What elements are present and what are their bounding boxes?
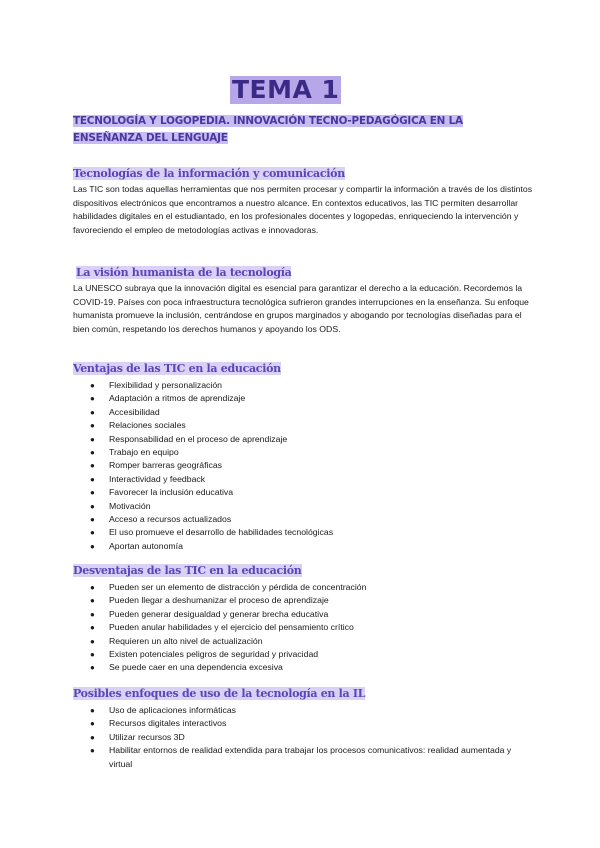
bullet-icon: ● (90, 407, 95, 417)
list-item (73, 661, 533, 674)
subtitle-text: TECNOLOGÍA Y LOGOPEDIA. INNOVACIÓN TECNO-PEDAGÓGICA EN LA ENSEÑANZA DEL LENGUAJE (73, 115, 463, 144)
list-item-text: Aportan autonomía (109, 540, 183, 551)
list-item-text: Requieren un alto nivel de actualización (109, 635, 263, 646)
section-paragraph: Las TIC son todas aquellas herramientas que nos permiten procesar y compartir la información a través de los distintos dispositivos electrónicos que encontramos a nuestro alcance. En contextos educativos, las TIC permiten desarrollar habilidades digitales en el estudiantado, en los profesionales docentes y logopedas, enriqueciendo la intervención y favoreciendo el empleo de metodologías activas e innovadoras. (73, 184, 533, 235)
bullet-list-enfoques (73, 704, 533, 771)
list-item-text: Relaciones sociales (109, 420, 186, 431)
bullet-icon: ● (90, 501, 95, 511)
list-item (73, 473, 533, 486)
list-item-text: Favorecer la inclusión educativa (109, 487, 234, 498)
list-item (73, 594, 533, 607)
list-item (73, 446, 533, 459)
bullet-icon: ● (90, 663, 95, 673)
section-paragraph: La UNESCO subraya que la innovación digital es esencial para garantizar el derecho a la educación. Recordemos la COVID-19. Países con poca infraestructura tecnológica sufrieron grandes interrupciones en la enseñanza. Su enfoque humanista promueve la inclusión, centrándose en grupos marginados y abogando por tecnologías diseñadas para el bien común, respetando los derechos humanos y apoyando los ODS. (73, 283, 529, 334)
list-item-text: Existen potenciales peligros de seguridad y privacidad (109, 649, 319, 660)
bullet-icon: ● (90, 732, 95, 742)
list-item-text: Flexibilidad y personalización (109, 380, 222, 390)
heading-text: Posibles enfoques de uso de la tecnología en la IL (73, 687, 366, 700)
section-heading (73, 686, 533, 702)
list-item (73, 635, 533, 648)
list-item-text: Acceso a recursos actualizados (109, 514, 232, 525)
bullet-icon: ● (90, 623, 95, 633)
bullet-icon: ● (90, 434, 95, 444)
section-heading (76, 265, 536, 281)
section-desventajas (73, 563, 533, 675)
bullet-icon: ● (90, 636, 95, 646)
section-humanista-body (73, 281, 533, 336)
bullet-icon: ● (90, 515, 95, 525)
bullet-icon: ● (90, 596, 95, 606)
bullet-icon: ● (90, 650, 95, 660)
section-heading (73, 166, 533, 182)
list-item-text: Pueden anular habilidades y el ejercicio del pensamiento crítico (109, 622, 354, 633)
list-item-text: Pueden ser un elemento de distracción y pérdida de concentración (109, 582, 367, 592)
bullet-icon: ● (90, 474, 95, 484)
list-item-text: Recursos digitales interactivos (109, 718, 227, 729)
list-item-text: Accesibilidad (109, 406, 160, 417)
bullet-icon: ● (90, 609, 95, 619)
bullet-icon: ● (90, 381, 95, 390)
list-item (73, 379, 533, 392)
heading-text: Ventajas de las TIC en la educación (73, 362, 281, 375)
page-title: TEMA 1 (232, 75, 340, 104)
list-item (73, 406, 533, 419)
list-item (73, 419, 533, 432)
list-item (73, 608, 533, 621)
list-item (73, 500, 533, 513)
bullet-list-desventajas (73, 581, 533, 675)
section-ventajas (73, 361, 533, 553)
list-item (73, 648, 533, 661)
heading-text: La visión humanista de la tecnología (76, 266, 292, 279)
list-item (73, 581, 533, 594)
bullet-icon: ● (90, 528, 95, 538)
list-item-text: Adaptación a ritmos de aprendizaje (109, 393, 246, 404)
section-tic (73, 166, 533, 237)
bullet-icon: ● (90, 719, 95, 729)
list-item-text: Romper barreras geográficas (109, 460, 222, 471)
list-item (73, 744, 533, 771)
list-item-text: Se puede caer en una dependencia excesiva (109, 662, 283, 673)
list-item (73, 540, 533, 553)
list-item-text: Trabajo en equipo (109, 447, 179, 458)
list-item (73, 526, 533, 539)
list-item-text: Utilizar recursos 3D (109, 731, 185, 742)
list-item (73, 392, 533, 405)
list-item (73, 717, 533, 730)
bullet-icon: ● (90, 583, 95, 592)
bullet-icon: ● (90, 394, 95, 404)
bullet-list-ventajas (73, 379, 533, 553)
list-item (73, 433, 533, 446)
bullet-icon: ● (90, 461, 95, 471)
list-item-text: Responsabilidad en el proceso de aprendizaje (109, 433, 288, 444)
list-item (73, 621, 533, 634)
bullet-icon: ● (90, 541, 95, 551)
section-heading (73, 361, 533, 377)
list-item-text: Interactividad y feedback (109, 473, 206, 484)
bullet-icon: ● (90, 448, 95, 458)
heading-text: Tecnologías de la información y comunicación (73, 167, 345, 180)
list-item-text: Motivación (109, 500, 151, 511)
bullet-icon: ● (90, 746, 95, 756)
section-heading (73, 563, 533, 579)
list-item-text: El uso promueve el desarrollo de habilidades tecnológicas (109, 527, 334, 538)
list-item-text: Habilitar entornos de realidad extendida para trabajar los procesos comunicativos: realidad aumentada y virtual (109, 745, 512, 769)
bullet-icon: ● (90, 488, 95, 498)
list-item-text: Pueden generar desigualdad y generar brecha educativa (109, 608, 329, 619)
list-item-text: Uso de aplicaciones informáticas (109, 705, 236, 715)
section-humanista (76, 265, 536, 281)
bullet-icon: ● (90, 421, 95, 431)
list-item (73, 486, 533, 499)
list-item (73, 731, 533, 744)
bullet-icon: ● (90, 706, 95, 715)
list-item (73, 704, 533, 717)
list-item (73, 513, 533, 526)
page-subtitle (73, 113, 513, 147)
heading-text: Desventajas de las TIC en la educación (73, 564, 302, 577)
list-item (73, 459, 533, 472)
section-enfoques (73, 686, 533, 771)
list-item-text: Pueden llegar a deshumanizar el proceso de aprendizaje (109, 595, 329, 606)
